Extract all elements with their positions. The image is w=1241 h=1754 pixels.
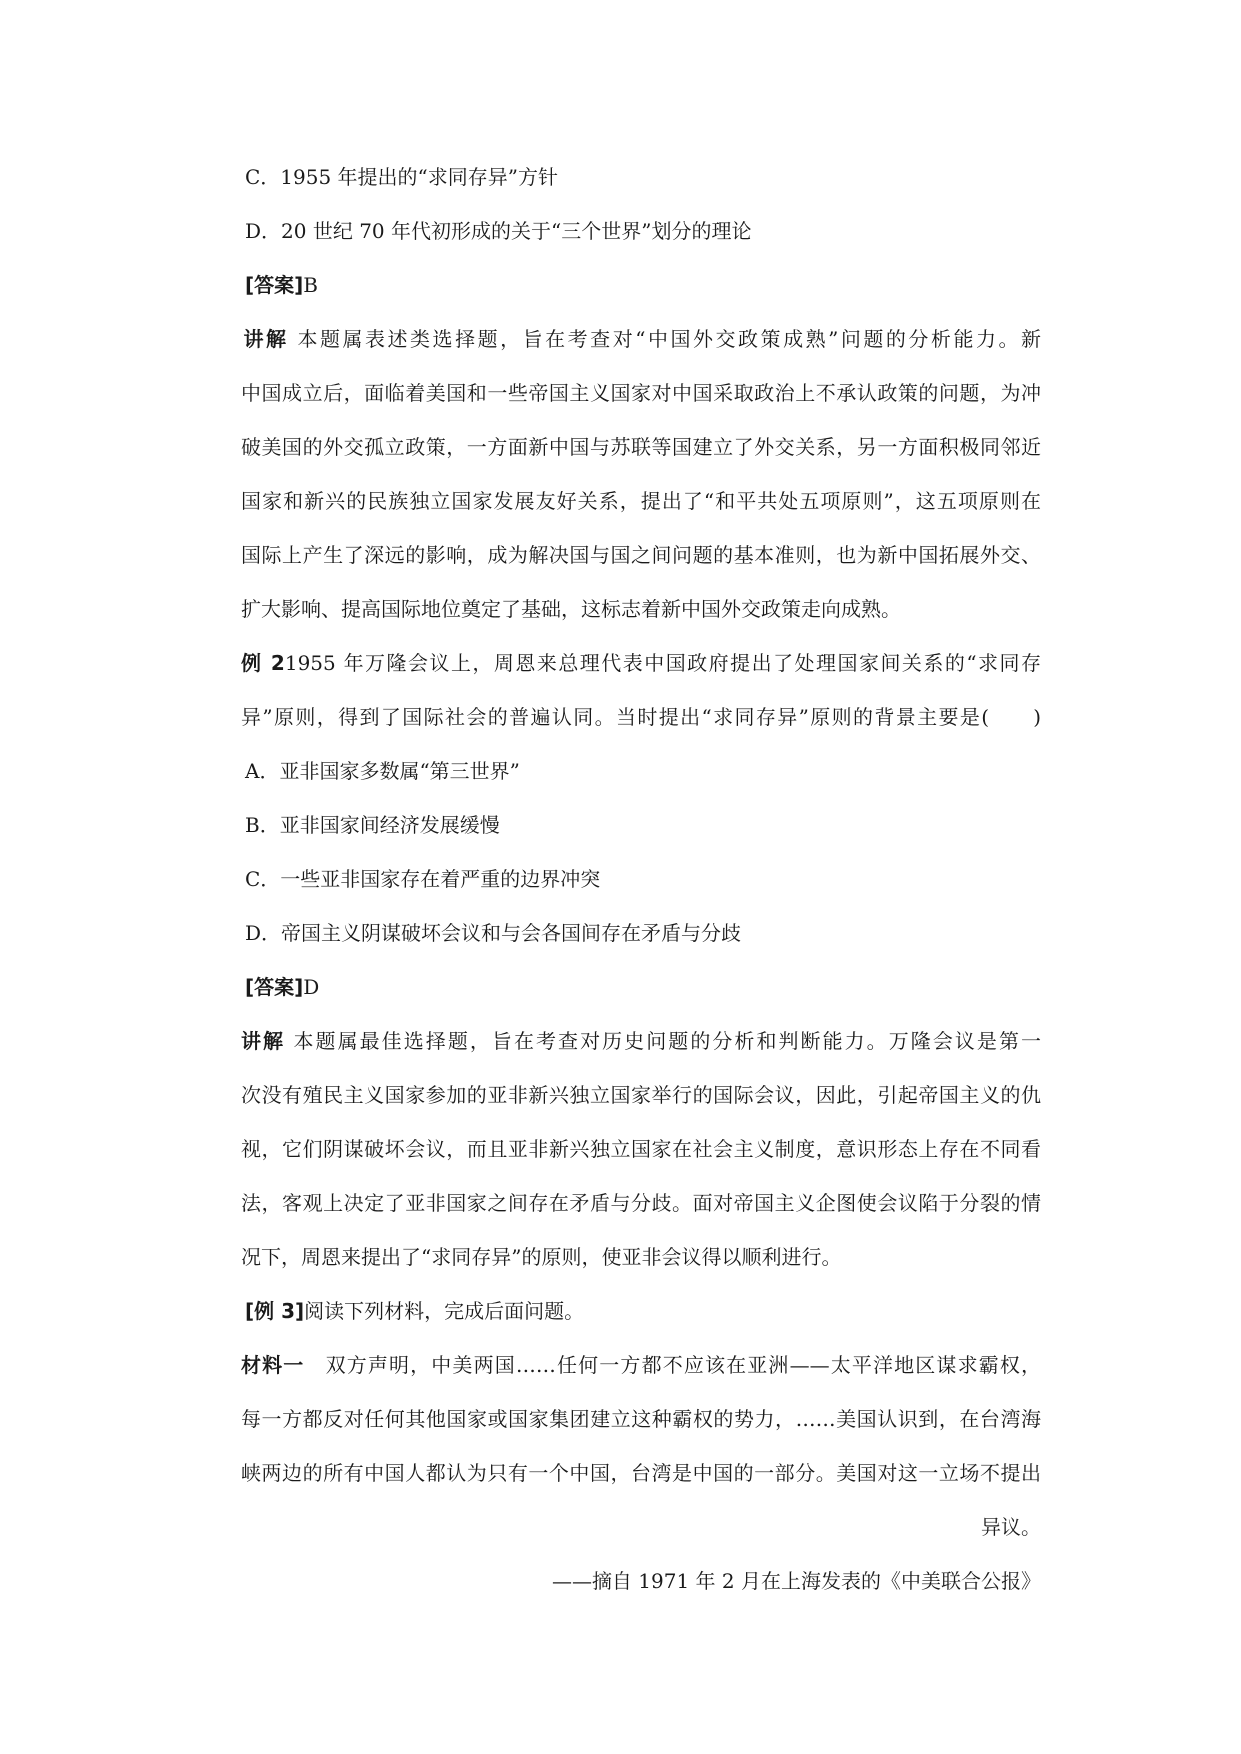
example-3-text: 阅读下列材料，完成后面问题。 [304,1299,585,1323]
option-b: B．亚非国家间经济发展缓慢 [245,813,500,837]
option-d-line: D．20 世纪 70 年代初形成的关于“三个世界”划分的理论 [245,219,752,243]
answer-value: D [303,975,320,999]
option-c: C．一些亚非国家存在着严重的边界冲突 [245,867,601,891]
explanation-1-line-3: 破美国的外交孤立政策，一方面新中国与苏联等国建立了外交关系，另一方面积极同邻近 [241,435,1041,459]
option-d: D．帝国主义阴谋破坏会议和与会各国间存在矛盾与分歧 [245,921,742,945]
explanation-2-line-5: 况下，周恩来提出了“求同存异”的原则，使亚非会议得以顺利进行。 [241,1245,842,1269]
option-a: A．亚非国家多数属“第三世界” [245,759,520,783]
answer-value: B [303,273,318,297]
material-1-line-4: 异议。 [981,1515,1041,1539]
material-1-text: 双方声明，中美两国……任何一方都不应该在亚洲——太平洋地区谋求霸权， [304,1353,1042,1377]
answer-2 [245,972,319,1002]
material-1-label: 材料一 [241,1353,305,1377]
material-1-line-2: 每一方都反对任何其他国家或国家集团建立这种霸权的势力，……美国认识到，在台湾海 [241,1407,1041,1431]
example-3-label: [例 3] [245,1299,305,1323]
example-2-label: 例 2 [241,651,285,675]
material-1-line-1 [241,1350,1041,1380]
explanation-1-line-1 [241,324,1041,354]
explanation-1-line-6: 扩大影响、提高国际地位奠定了基础，这标志着新中国外交政策走向成熟。 [241,597,901,621]
explanation-1-line-4: 国家和新兴的民族独立国家发展友好关系，提出了“和平共处五项原则”，这五项原则在 [241,489,1041,513]
explanation-1-line-5: 国际上产生了深远的影响，成为解决国与国之间问题的基本准则，也为新中国拓展外交、 [241,543,1041,567]
answer-1 [245,270,318,300]
explanation-2-line-1 [241,1026,1041,1056]
explanation-2-line-4: 法，客观上决定了亚非国家之间存在矛盾与分歧。面对帝国主义企图使会议陷于分裂的情 [241,1191,1041,1215]
explanation-label: 讲解 [241,327,289,351]
explanation-label: 讲解 [241,1029,286,1053]
answer-label: [答案] [245,273,304,297]
example-3-line [245,1296,584,1326]
answer-label: [答案] [245,975,304,999]
explanation-text: 本题属最佳选择题，旨在考查对历史问题的分析和判断能力。万隆会议是第一 [285,1029,1042,1053]
material-1-line-3: 峡两边的所有中国人都认为只有一个中国，台湾是中国的一部分。美国对这一立场不提出 [241,1461,1041,1485]
material-1-source: ——摘自 1971 年 2 月在上海发表的《中美联合公报》 [551,1569,1041,1593]
example-2-text: 1955 年万隆会议上，周恩来总理代表中国政府提出了处理国家间关系的“求同存 [284,651,1041,675]
example-2-line-2: 异”原则，得到了国际社会的普遍认同。当时提出“求同存异”原则的背景主要是( ) [241,705,1041,729]
explanation-text: 本题属表述类选择题，旨在考查对“中国外交政策成熟”问题的分析能力。新 [288,327,1042,351]
explanation-1-line-2: 中国成立后，面临着美国和一些帝国主义国家对中国采取政治上不承认政策的问题，为冲 [241,381,1041,405]
explanation-2-line-2: 次没有殖民主义国家参加的亚非新兴独立国家举行的国际会议，因此，引起帝国主义的仇 [241,1083,1041,1107]
explanation-2-line-3: 视，它们阴谋破坏会议，而且亚非新兴独立国家在社会主义制度，意识形态上存在不同看 [241,1137,1041,1161]
option-c-line: C．1955 年提出的“求同存异”方针 [245,165,559,189]
example-2-line-1 [241,648,1041,678]
